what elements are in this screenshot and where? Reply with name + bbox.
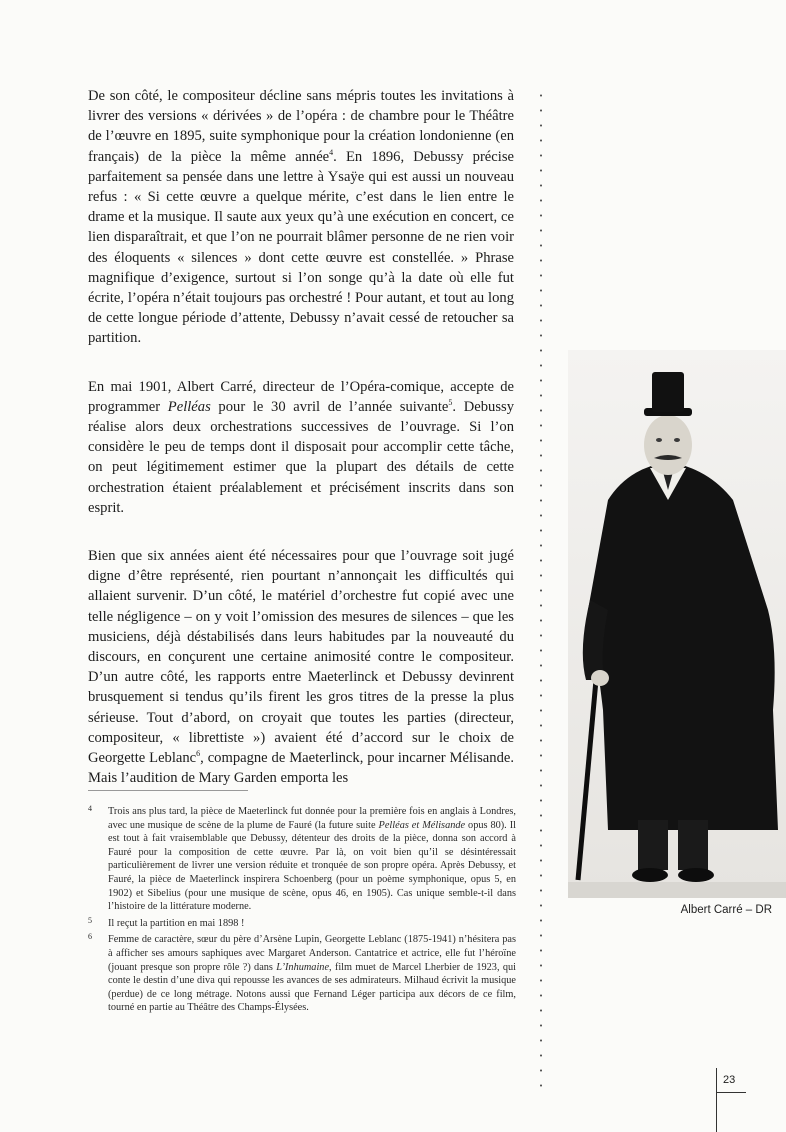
- footnote: [88, 917, 516, 931]
- paragraph: [88, 377, 514, 518]
- text-run: . En 1896, Debussy précise parfaitement sa pensée dans une lettre à Ysaÿe qui est aussi un nouveau refus : « Si cette œuvre a quelque mérite, c’est dans le lien entre le drame et la musique. Il saute aux yeux qu’à une exécution en concert, ce lien disparaîtrait, et que l’on ne pourrait blâmer personne de ne rien voir des éloquents « silences » dont cette œuvre est constellée. » Phrase magnifique d’exigence, surtout si l’on songe qu’à la date où elle fut écrite, l’opéra n’était toujours pas orchestré ! Pour autant, et tout au long de cette longue période d’attente, Debussy n’avait cessé de retoucher sa partition.: [88, 148, 514, 347]
- dotted-divider: [540, 88, 542, 1088]
- portrait-photo: [568, 350, 786, 898]
- photo-caption: Albert Carré – DR: [680, 904, 772, 916]
- main-text: [88, 86, 514, 817]
- paragraph: [88, 86, 514, 349]
- text-run: , compagne de Maeterlinck, pour incarner Mélisande. Mais l’audition de Mary Garden emporta les: [88, 750, 514, 787]
- text-run: Bien que six années aient été nécessaires pour que l’ouvrage soit jugé digne d’être représenté, rien pourtant n’annonçait les difficultés qui allaient survenir. D’un côté, le matériel d’orchestre fut copié avec une telle négligence – on y voit l’omission des mesures de silences – que les musiciens, déjà déstabilisés dans leurs habitudes par la nouveauté du discours, en conçurent une certaine animosité contre le compositeur. D’un autre côté, les rapports entre Maeterlinck et Debussy devinrent brusquement si tendus qu’ils firent les gros titres de la presse la plus sérieuse. Tout d’abord, on croyait que toutes les parties (directeur, compositeur, « librettiste ») avaient été d’accord sur le choix de Georgette Leblanc: [88, 548, 514, 767]
- portrait-illustration: [568, 350, 786, 898]
- italic-text: Pelléas: [167, 398, 211, 415]
- footnotes: [88, 805, 516, 1018]
- footnote-ref: 4: [329, 147, 334, 157]
- italic-text: L’Inhumaine: [276, 961, 330, 973]
- page-number: 23: [723, 1074, 736, 1086]
- text-run: , film muet de Marcel Lherbier de 1923, qui conte le destin d’une diva qui repousse les avances de ses admirateurs. Milhaud écrivit la musique (perdue) de ce long métrage. Notons aussi que Fernand Léger participa aux décors de ce film, tourné en partie au Théâtre des Champs-Élysées.: [108, 961, 516, 1014]
- footnote: [88, 805, 516, 914]
- footnote-ref: 5: [448, 397, 453, 407]
- footnote-ref: 6: [196, 749, 201, 759]
- footnote-number: 6: [88, 932, 92, 942]
- italic-text: Pelléas et Mélisande: [378, 819, 466, 831]
- paragraph: [88, 546, 514, 788]
- text-run: pour le 30 avril de l’année suivante: [210, 398, 449, 415]
- text-run: . Debussy réalise alors deux orchestrations successives de l’ouvrage. Si l’on considère le peu de temps dont il disposait pour accomplir cette tâche, on peut légitimement estimer que la plupart des détails de cette orchestration étaient préalablement et précisément inscrits dans son esprit.: [88, 398, 514, 516]
- text-run: opus 80). Il est tout à fait vraisemblable que Debussy, détenteur des droits de la pièce, donna son accord à Fauré pour la composition de cette œuvre. Par là, on voit bien qu’il se désintéressait particulièrement de livrer une version réduite et tronquée de son propre opéra. Après Debussy, et Fauré, la pièce de Maeterlinck inspirera Schoenberg (pour un poème symphonique, opus 5, en 1902) et Sibelius (pour une musique de scène, opus 46, en 1905). Cas unique semble-t-il dans l’histoire de la littérature moderne.: [108, 819, 516, 913]
- text-run: De son côté, le compositeur décline sans mépris toutes les invitations à livrer des versions « dérivées » de l’opéra : de chambre pour le Théâtre de l’œuvre en 1895, suite symphonique pour la création londonienne (en français) de la pièce la même année: [88, 88, 514, 165]
- footnote-number: 4: [88, 804, 92, 813]
- footnote: [88, 933, 516, 1015]
- text-run: Il reçut la partition en mai 1898 !: [108, 917, 245, 929]
- footnote-rule: [88, 790, 248, 791]
- footnote-number: 5: [88, 915, 92, 925]
- text-run: Trois ans plus tard, la pièce de Maeterlinck fut donnée pour la première fois en anglais à Londres, avec une musique de scène de la plume de Fauré (la future suite: [108, 806, 516, 831]
- page-number-rule: [716, 1092, 746, 1093]
- text-run: En mai 1901, Albert Carré, directeur de l’Opéra-comique, accepte de programmer: [88, 378, 514, 415]
- text-run: Femme de caractère, sœur du père d’Arsène Lupin, Georgette Leblanc (1875-1941) n’hésitera pas à afficher ses amours saphiques avec Margaret Anderson. Cantatrice et actrice, elle fut l’héroïne (jouant presque son propre rôle ?) dans: [108, 934, 516, 973]
